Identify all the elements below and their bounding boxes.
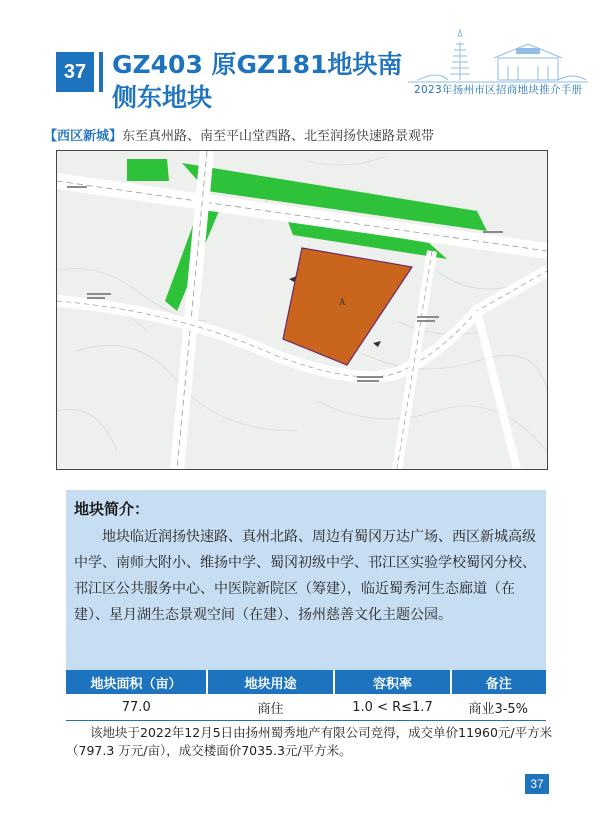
cell-area: 77.0: [66, 694, 207, 721]
header-far: 容积率: [334, 670, 451, 694]
transaction-note: 该地块于2022年12月5日由扬州蜀秀地产有限公司竞得，成交单价11960元/平方米（797.3 万元/亩），成交楼面价7035.3元/平方米。: [66, 725, 553, 758]
intro-body: 地块临近润扬快速路、真州北路、周边有蜀冈万达广场、西区新城高级中学、南师大附小、维扬中学、蜀冈初级中学、邗江区实验学校蜀冈分校、邗江区公共服务中心、中医院新院区（筹建），临近蜀秀河生态廊道（在建）、星月湖生态景观空间（在建）、扬州慈善文化主题公园。: [74, 529, 536, 623]
parcel-intro-panel: [66, 490, 546, 670]
table-header-row: [66, 670, 546, 694]
header-area: 地块面积（亩）: [66, 670, 207, 694]
boundary-description: 东至真州路、南至平山堂西路、北至润扬快速路景观带: [122, 129, 435, 144]
page-title: [112, 48, 412, 114]
title-line-1: GZ403 原GZ181地块南: [112, 50, 403, 79]
title-accent-bar: [99, 52, 103, 92]
title-line-2: 侧东地块: [112, 83, 213, 112]
handbook-subtitle: 2023年扬州市区招商地块推介手册: [414, 84, 583, 96]
section-number-badge: 37: [56, 52, 94, 92]
header-use: 地块用途: [207, 670, 334, 694]
header-note: 备注: [451, 670, 546, 694]
parcel-map: [56, 150, 548, 470]
location-line: [44, 125, 564, 144]
cell-use: 商住: [207, 694, 334, 721]
parcel-label: A: [339, 297, 346, 307]
page-number: 37: [525, 774, 549, 794]
cell-far: 1.0 < R≤1.7: [334, 694, 451, 721]
district-tag: 【西区新城】: [44, 129, 123, 144]
cell-note: 商业3-5%: [451, 694, 546, 721]
intro-title: 地块简介：: [74, 500, 150, 518]
parcel-info-table: [66, 670, 546, 721]
table-row: [66, 694, 546, 721]
parcel-map-drawing: [57, 151, 547, 469]
